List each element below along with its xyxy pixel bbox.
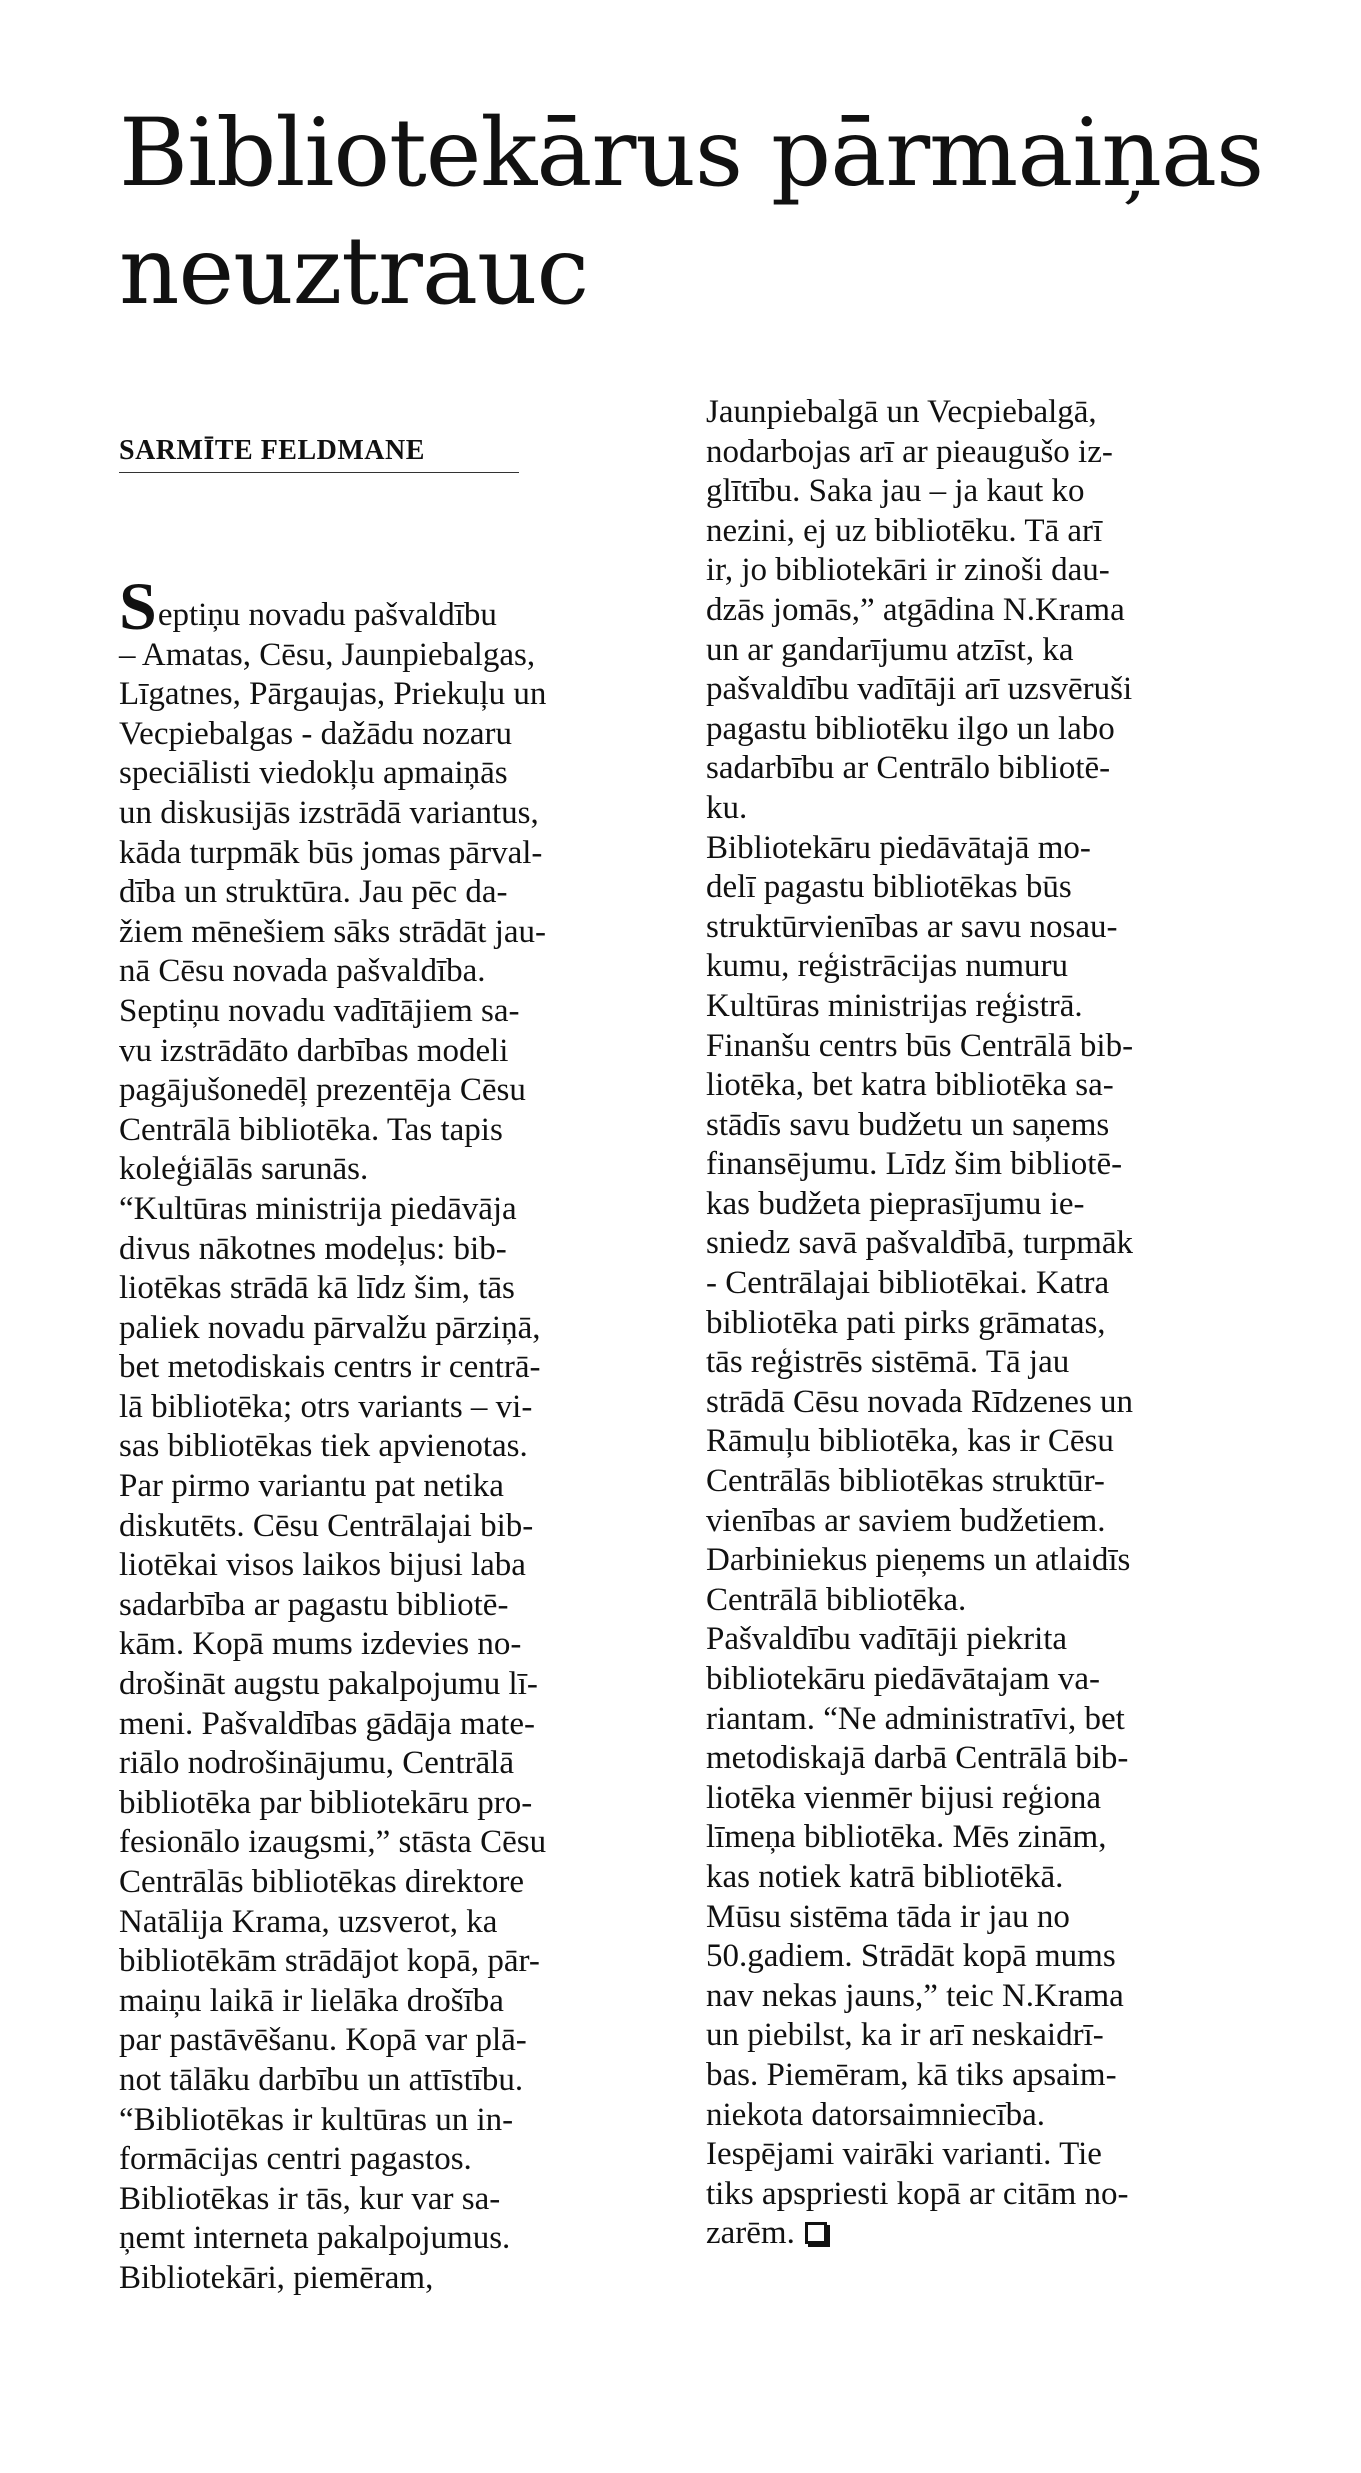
article-column-right [706,393,1266,2254]
article-text-line [119,636,679,676]
article-text-line [706,1106,1266,1146]
line-text: strādā Cēsu novada Rīdzenes un [706,1383,1134,1420]
line-text: “Bibliotēkas ir kultūras un in- [119,2101,514,2138]
article-text-line [706,2056,1266,2096]
line-text: kas budžeta pieprasījumu ie- [706,1185,1085,1222]
line-text: kām. Kopā mums izdevies no- [119,1626,522,1663]
article-headline: Bibliotekārus pārmaiņas neuztrauc [119,99,1264,326]
line-text: un ar gandarījumu atzīst, ka [706,631,1074,668]
line-text: Centrālā bibliotēka. Tas tapis [119,1111,503,1148]
line-text: bet metodiskais centrs ir centrā- [119,1349,541,1386]
line-text: metodiskajā darbā Centrālā bib- [706,1740,1129,1777]
article-text-line [119,1625,679,1665]
article-text-line [706,1185,1266,1225]
article-text-line [119,1903,679,1943]
byline [119,430,519,473]
line-text: par pastāvēšanu. Kopā var plā- [119,2022,527,2059]
article-text-line [706,1027,1266,1067]
article-text-line [706,2175,1266,2215]
article-text-line [706,670,1266,710]
article-text-line [706,1541,1266,1581]
line-text: Par pirmo variantu pat netika [119,1468,504,1505]
article-text-line [119,2021,679,2061]
line-text: fesionālo izaugsmi,” stāsta Cēsu [119,1824,547,1861]
line-text: riālo nodrošinājumu, Centrālā [119,1745,514,1782]
article-text-line [119,1942,679,1982]
article-text-line [706,1264,1266,1304]
article-text-line [119,1230,679,1270]
article-text-line [119,2180,679,2220]
article-text-line [119,1309,679,1349]
line-text: Natālija Krama, uzsverot, ka [119,1903,498,1940]
line-text: nezini, ej uz bibliotēku. Tā arī [706,512,1103,549]
article-text-line [706,1977,1266,2017]
line-text: paliek novadu pārvalžu pārziņā, [119,1309,541,1346]
line-text: Rāmuļu bibliotēka, kas ir Cēsu [706,1423,1114,1460]
article-text-line [706,512,1266,552]
line-text: Iespējami vairāki varianti. Tie [706,2136,1102,2173]
article-text-line [119,1507,679,1547]
line-text: finansējumu. Līdz šim bibliotē- [706,1146,1123,1183]
article-text-line [706,1422,1266,1462]
article-text-line [119,2259,679,2299]
line-text: liotēka vienmēr bijusi reģiona [706,1779,1101,1816]
article-text-line [119,1467,679,1507]
article-text-line [706,1620,1266,1660]
line-text: glītību. Saka jau – ja kaut ko [706,473,1085,510]
line-text: drošināt augstu pakalpojumu lī- [119,1666,538,1703]
article-text-line [706,868,1266,908]
line-text: tiks apspriesti kopā ar citām no- [706,2175,1129,2212]
article-text-line [706,1304,1266,1344]
article-text-line [706,2135,1266,2175]
line-text: Pašvaldību vadītāji piekrita [706,1621,1068,1658]
line-text: meni. Pašvaldības gādāja mate- [119,1705,536,1742]
line-text: divus nākotnes modeļus: bib- [119,1230,507,1267]
article-text-line [706,1066,1266,1106]
article-text-line [706,1818,1266,1858]
article-text-line [706,1739,1266,1779]
line-text: Kultūras ministrijas reģistrā. [706,987,1083,1024]
line-text: bibliotēka pati pirks grāmatas, [706,1304,1106,1341]
article-text-line [706,749,1266,789]
article-text-line [706,908,1266,948]
article-column-left [119,568,679,2299]
article-text-line [706,987,1266,1027]
article-text-line [119,1111,679,1151]
line-text: Bibliotēkas ir tās, kur var sa- [119,2180,501,2217]
article-text-line [706,1581,1266,1621]
line-text: Finanšu centrs būs Centrālā bib- [706,1027,1134,1064]
article-text-line [119,1863,679,1903]
line-text: kas notiek katrā bibliotēkā. [706,1858,1064,1895]
article-text-line [119,1388,679,1428]
line-text: pagājušonedēļ prezentēja Cēsu [119,1072,526,1109]
article-text-line [706,2214,1266,2254]
line-text: formācijas centri pagastos. [119,2141,472,2178]
line-text: sadarbību ar Centrālo bibliotē- [706,750,1111,787]
line-text: Bibliotekāri, piemēram, [119,2259,434,2296]
article-text-line [706,591,1266,631]
article-text-line [706,1383,1266,1423]
article-text-line [706,1343,1266,1383]
article-text-line [119,675,679,715]
article-text-line [706,1224,1266,1264]
article-text-line [706,1462,1266,1502]
line-text: Līgatnes, Pārgaujas, Priekuļu un [119,676,547,713]
line-text: Centrālās bibliotēkas direktore [119,1864,525,1900]
line-text: Jaunpiebalgā un Vecpiebalgā, [706,394,1097,430]
article-text-line [119,1427,679,1467]
article-text-line [706,829,1266,869]
line-text: sadarbība ar pagastu bibliotē- [119,1586,509,1623]
article-text-line [119,992,679,1032]
article-text-line [119,952,679,992]
byline-author: SARMĪTE FELDMANE [119,435,425,466]
line-text: zarēm. [706,2215,795,2252]
article-text-line [119,1190,679,1230]
line-text: bibliotēka par bibliotekāru pro- [119,1784,533,1821]
article-text-line [706,2096,1266,2136]
article-text-line [119,1269,679,1309]
article-text-line [706,1700,1266,1740]
line-text: bibliotekāru piedāvātajam va- [706,1661,1101,1697]
line-text: diskutēts. Cēsu Centrālajai bib- [119,1507,534,1544]
article-text-line [706,472,1266,512]
line-text: Darbiniekus pieņems un atlaidīs [706,1542,1131,1579]
line-text: vu izstrādāto darbības modeli [119,1032,509,1069]
line-text: kāda turpmāk būs jomas pārval- [119,834,543,871]
line-text: bas. Piemēram, kā tiks apsaim- [706,2056,1117,2093]
article-text-line [119,1784,679,1824]
article-text-line [119,1823,679,1863]
article-text-line [706,393,1266,433]
article-text-line [706,710,1266,750]
line-text: pašvaldību vadītāji arī uzsvēruši [706,671,1133,708]
drop-cap: S [119,568,157,644]
line-text: kumu, reģistrācijas numuru [706,948,1069,985]
line-text: žiem mēnešiem sāks strādāt jau- [119,913,547,950]
article-text-line [119,1150,679,1190]
line-text: liotēkas strādā kā līdz šim, tās [119,1270,515,1307]
line-text: līmeņa bibliotēka. Mēs zinām, [706,1819,1107,1856]
article-text-line [119,873,679,913]
line-text: - Centrālajai bibliotēkai. Katra [706,1265,1110,1302]
line-text: maiņu laikā ir lielāka drošība [119,1982,504,2019]
line-text: Bibliotekāru piedāvātajā mo- [706,829,1091,866]
article-text-line [119,1982,679,2022]
article-text-line [706,1660,1266,1700]
line-text: nodarbojas arī ar pieaugušo iz- [706,433,1113,470]
line-text: not tālāku darbību un attīstību. [119,2061,524,2098]
article-text-line [119,1744,679,1784]
article-text-line [119,1546,679,1586]
line-text: delī pagastu bibliotēkas būs [706,869,1072,906]
article-text-line [119,1348,679,1388]
line-text: nav nekas jauns,” teic N.Krama [706,1977,1124,2014]
article-text-line [119,913,679,953]
line-text: 50.gadiem. Strādāt kopā mums [706,1938,1116,1975]
article-text-line [706,631,1266,671]
line-text: bibliotēkām strādājot kopā, pār- [119,1943,540,1980]
line-text: tās reģistrēs sistēmā. Tā jau [706,1344,1070,1381]
article-text-line [119,568,679,644]
article-text-line [119,834,679,874]
line-text: dzās jomās,” atgādina N.Krama [706,591,1125,628]
article-text-line [119,794,679,834]
line-text: speciālisti viedokļu apmaiņās [119,755,508,792]
line-text: koleģiālās sarunās. [119,1151,369,1188]
article-text-line [119,715,679,755]
line-text: Vecpiebalgas - dažādu nozaru [119,715,513,752]
article-text-line [119,1665,679,1705]
article-text-line [706,1898,1266,1938]
line-text: vienības ar saviem budžetiem. [706,1502,1106,1539]
line-text: ir, jo bibliotekāri ir zinoši dau- [706,552,1110,589]
line-text: sas bibliotēkas tiek apvienotas. [119,1428,528,1465]
line-text: lā bibliotēka; otrs variants – vi- [119,1388,533,1425]
article-text-line [119,2219,679,2259]
line-text: dība un struktūra. Jau pēc da- [119,874,508,911]
article-text-line [119,1586,679,1626]
end-of-article-box-icon [805,2222,827,2244]
line-text: un piebilst, ka ir arī neskaidrī- [706,2017,1104,2054]
article-text-line [119,2140,679,2180]
article-text-line [706,2016,1266,2056]
article-text-line [706,433,1266,473]
article-text-line [119,2101,679,2141]
line-text: ņemt interneta pakalpojumus. [119,2220,511,2257]
article-text-line [119,2061,679,2101]
line-text: “Kultūras ministrija piedāvāja [119,1190,517,1227]
line-text: Centrālā bibliotēka. [706,1581,967,1618]
line-text: ku. [706,789,748,826]
line-text: niekota datorsaimniecība. [706,2096,1046,2133]
line-text: stādīs savu budžetu un saņems [706,1106,1110,1143]
article-text-line [706,1502,1266,1542]
article-text-line [119,754,679,794]
article-text-line [706,1145,1266,1185]
line-text: nā Cēsu novada pašvaldība. [119,953,486,990]
line-text: Centrālās bibliotēkas struktūr- [706,1463,1105,1500]
line-text: riantam. “Ne administratīvi, bet [706,1700,1125,1737]
line-text: pagastu bibliotēku ilgo un labo [706,710,1115,747]
line-text: eptiņu novadu pašvaldību [157,597,497,633]
article-text-line [119,1032,679,1072]
line-text: un diskusijās izstrādā variantus, [119,794,539,831]
article-text-line [706,551,1266,591]
line-text: Mūsu sistēma tāda ir jau no [706,1898,1070,1935]
article-text-line [119,1705,679,1745]
line-text: sniedz savā pašvaldībā, turpmāk [706,1225,1134,1262]
article-text-line [706,947,1266,987]
line-text: Septiņu novadu vadītājiem sa- [119,992,520,1029]
article-text-line [706,1779,1266,1819]
line-text: struktūrvienības ar savu nosau- [706,908,1118,945]
article-text-line [706,1937,1266,1977]
line-text: liotēkai visos laikos bijusi laba [119,1547,526,1584]
line-text: – Amatas, Cēsu, Jaunpiebalgas, [119,636,536,673]
article-text-line [119,1071,679,1111]
article-text-line [706,1858,1266,1898]
line-text: liotēka, bet katra bibliotēka sa- [706,1067,1114,1104]
article-text-line [706,789,1266,829]
